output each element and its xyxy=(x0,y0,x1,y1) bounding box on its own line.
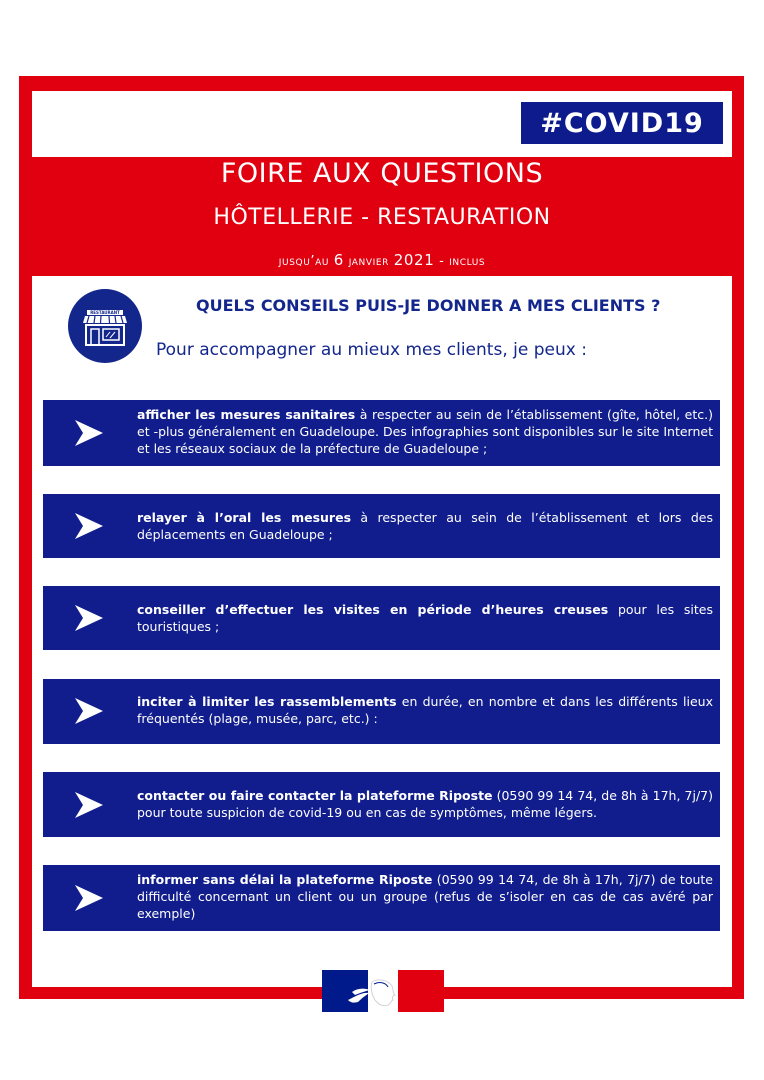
advice-card: afficher les mesures sanitaires à respecter au sein de l’établissement (gîte, hôtel, etc.) et ‑plus généralement en Guadeloupe. Des infographies sont disponibles sur le site Internet et les réseaux sociaux de la préfecture de Guadeloupe ; xyxy=(43,400,720,466)
page-subtitle: HÔTELLERIE - RESTAURATION xyxy=(213,205,551,230)
arrow-icon xyxy=(73,696,105,726)
advice-card: relayer à l’oral les mesures à respecter au sein de l’établissement et lors des déplacements en Guadeloupe ; xyxy=(43,494,720,558)
advice-card: inciter à limiter les rassemblements en durée, en nombre et dans les différents lieux fréquentés (plage, musée, parc, etc.) : xyxy=(43,679,720,744)
advice-card: informer sans délai la plateforme Riposte (0590 99 14 74, de 8h à 17h, 7j/7) de toute difficulté concernant un client ou un groupe (refus de s’isoler en cas de cas avéré par exemple) xyxy=(43,865,720,931)
advice-card: contacter ou faire contacter la plateforme Riposte (0590 99 14 74, de 8h à 17h, 7j/7) pour toute suspicion de covid-19 ou en cas de symptômes, même légers. xyxy=(43,772,720,837)
marianne-logo-icon xyxy=(322,970,444,1012)
svg-text:RESTAURANT: RESTAURANT xyxy=(90,310,120,315)
validity-date: jusqu’au 6 janvier 2021 - inclus xyxy=(278,251,486,269)
restaurant-badge xyxy=(68,289,142,363)
arrow-icon xyxy=(73,790,105,820)
faq-question: QUELS CONSEILS PUIS-JE DONNER A MES CLIENTS ? xyxy=(196,296,661,315)
arrow-icon xyxy=(73,603,105,633)
restaurant-storefront-icon xyxy=(68,289,142,363)
intro-text: Pour accompagner au mieux mes clients, je peux : xyxy=(156,340,587,360)
arrow-icon xyxy=(73,883,105,913)
covid-hashtag: #COVID19 xyxy=(521,102,723,144)
arrow-icon xyxy=(73,418,105,448)
advice-card: conseiller d’effectuer les visites en période d’heures creuses pour les sites touristiques ; xyxy=(43,586,720,650)
page-title: FOIRE AUX QUESTIONS xyxy=(220,158,544,189)
arrow-icon xyxy=(73,511,105,541)
